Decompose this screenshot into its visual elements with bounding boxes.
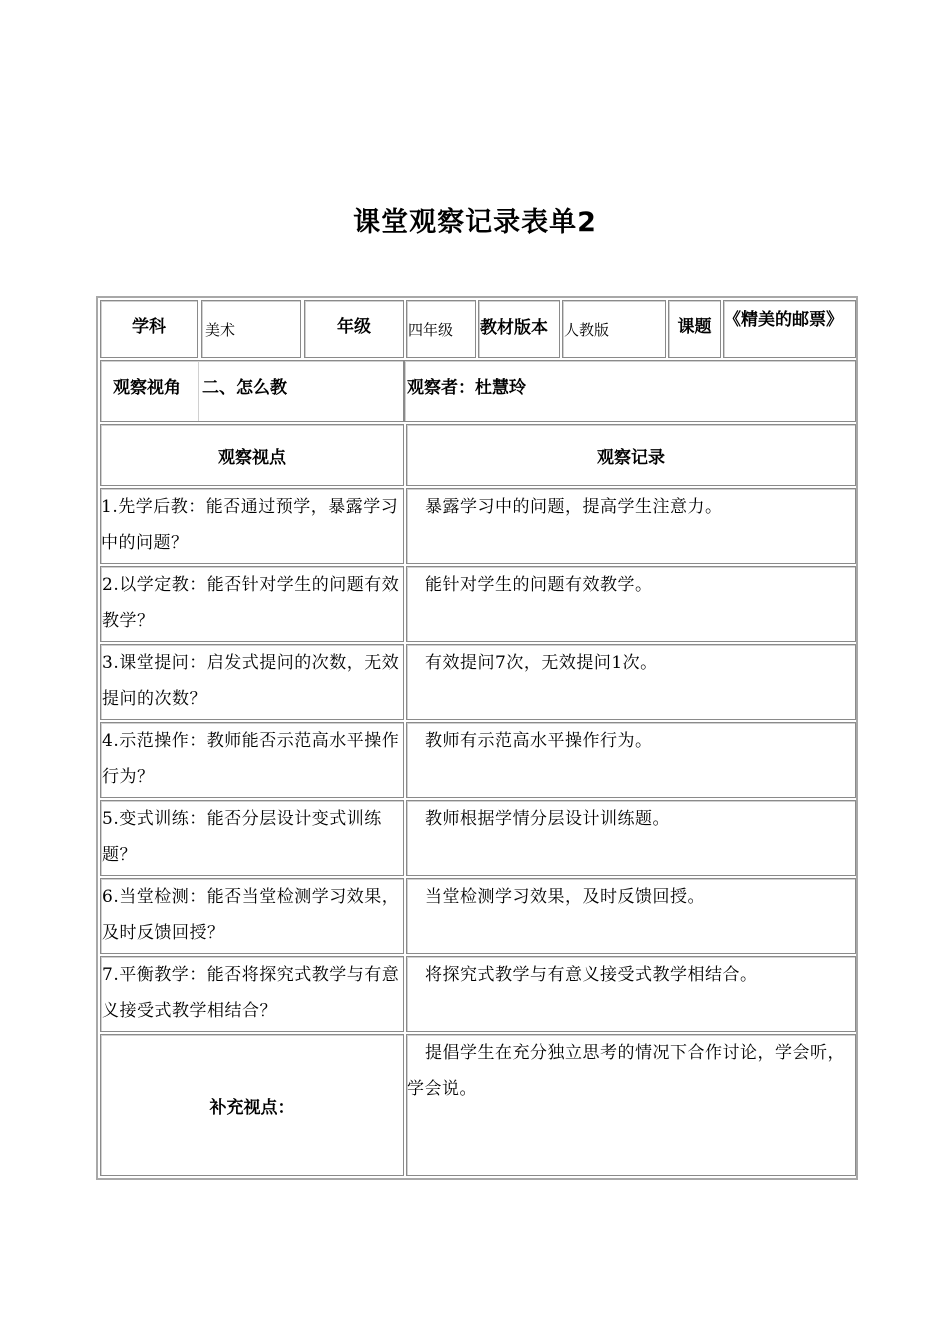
subject-value: 美术 — [201, 300, 301, 358]
records-column-header: 观察记录 — [406, 424, 856, 486]
observation-point: 3.课堂提问：启发式提问的次数，无效提问的次数？ — [100, 644, 404, 720]
observation-record: 当堂检测学习效果，及时反馈回授。 — [406, 878, 856, 954]
observation-record: 将探究式教学与有意义接受式教学相结合。 — [406, 956, 856, 1032]
column-header-row — [98, 424, 856, 486]
supplement-record: 提倡学生在充分独立思考的情况下合作讨论，学会听，学会说。 — [406, 1034, 856, 1176]
topic-label: 课题 — [668, 300, 721, 358]
grade-value: 四年级 — [406, 300, 476, 358]
supplement-row — [98, 1034, 856, 1176]
grade-label: 年级 — [304, 300, 404, 358]
observation-record: 教师根据学情分层设计训练题。 — [406, 800, 856, 876]
topic-value: 《精美的邮票》 — [723, 300, 856, 358]
observation-point: 4.示范操作：教师能否示范高水平操作行为？ — [100, 722, 404, 798]
perspective-row — [98, 360, 856, 422]
observation-point: 5.变式训练：能否分层设计变式训练题？ — [100, 800, 404, 876]
perspective-value: 二、怎么教 — [198, 360, 404, 422]
observation-record: 教师有示范高水平操作行为。 — [406, 722, 856, 798]
header-row — [98, 300, 856, 358]
table-row — [98, 488, 856, 564]
observation-point: 2.以学定教：能否针对学生的问题有效教学？ — [100, 566, 404, 642]
edition-label: 教材版本 — [478, 300, 560, 358]
perspective-label: 观察视角 — [100, 360, 198, 422]
observation-point: 7.平衡教学：能否将探究式教学与有意义接受式教学相结合？ — [100, 956, 404, 1032]
table-row — [98, 722, 856, 798]
table-row — [98, 566, 856, 642]
table-row — [98, 956, 856, 1032]
page-title: 课堂观察记录表单2 — [353, 207, 597, 238]
observer-name: 观察者：杜慧玲 — [404, 360, 856, 422]
table-row — [98, 878, 856, 954]
observation-point: 1.先学后教：能否通过预学，暴露学习中的问题？ — [100, 488, 404, 564]
observation-record: 有效提问7次，无效提问1次。 — [406, 644, 856, 720]
edition-value: 人教版 — [562, 300, 666, 358]
observation-table — [96, 296, 858, 1180]
subject-label: 学科 — [100, 300, 198, 358]
observation-point: 6.当堂检测：能否当堂检测学习效果，及时反馈回授？ — [100, 878, 404, 954]
table-row — [98, 800, 856, 876]
points-column-header: 观察视点 — [100, 424, 404, 486]
supplement-label: 补充视点： — [100, 1034, 404, 1176]
observation-record: 暴露学习中的问题，提高学生注意力。 — [406, 488, 856, 564]
observation-record: 能针对学生的问题有效教学。 — [406, 566, 856, 642]
table-row — [98, 644, 856, 720]
